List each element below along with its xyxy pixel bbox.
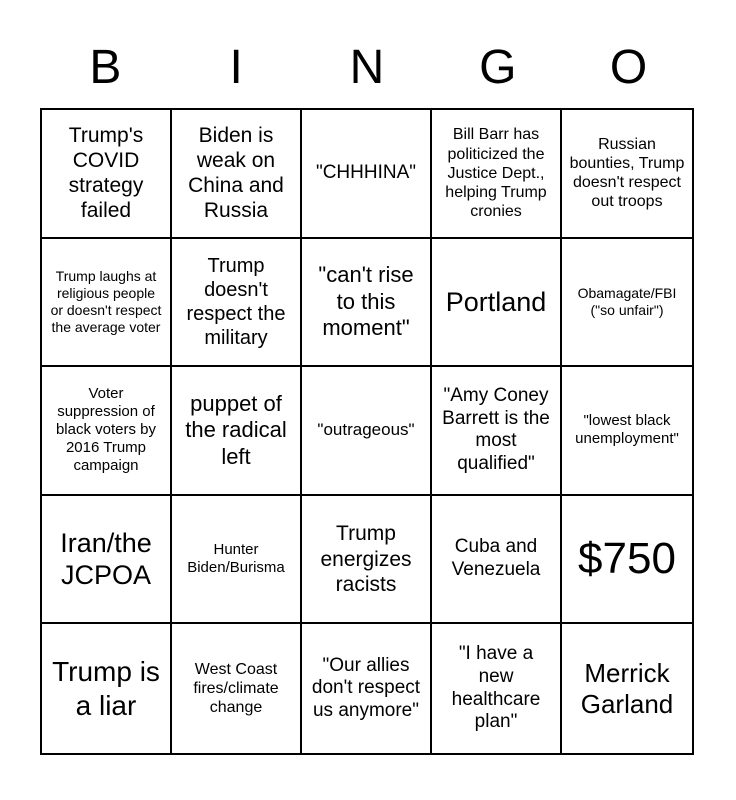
bingo-board bbox=[40, 108, 694, 755]
bingo-cell[interactable] bbox=[172, 624, 302, 753]
bingo-cell-text: Obamagate/FBI ("so unfair") bbox=[577, 285, 677, 318]
bingo-cell-text: West Coast fires/climate change bbox=[193, 660, 279, 717]
bingo-cell[interactable] bbox=[42, 110, 172, 239]
bingo-cell[interactable] bbox=[302, 496, 432, 625]
bingo-title-letter-o: O bbox=[609, 40, 648, 94]
bingo-cell-text: Cuba and Venezuela bbox=[451, 536, 541, 581]
bingo-cell[interactable] bbox=[432, 367, 562, 496]
bingo-cell-text: Hunter Biden/Burisma bbox=[187, 541, 285, 577]
bingo-cell-text: Trump is a liar bbox=[52, 656, 160, 721]
bingo-cell[interactable] bbox=[172, 496, 302, 625]
bingo-cell-text: "outrageous" bbox=[317, 420, 415, 440]
bingo-cell-text: "Amy Coney Barrett is the most qualified" bbox=[442, 384, 550, 475]
bingo-cell[interactable] bbox=[42, 496, 172, 625]
bingo-cell-text: Merrick Garland bbox=[580, 657, 674, 719]
bingo-cell[interactable] bbox=[42, 624, 172, 753]
bingo-cell[interactable] bbox=[562, 367, 692, 496]
bingo-cell[interactable] bbox=[562, 239, 692, 368]
bingo-cell-text: puppet of the radical left bbox=[185, 390, 287, 469]
bingo-cell-text: Portland bbox=[445, 286, 547, 317]
bingo-cell[interactable] bbox=[302, 624, 432, 753]
bingo-cell-text: "can't rise to this moment" bbox=[318, 262, 414, 341]
bingo-cell-text: "I have a new healthcare plan" bbox=[451, 643, 541, 733]
bingo-title-letter-n: N bbox=[349, 40, 385, 94]
bingo-cell-text: Bill Barr has politicized the Justice Dept., helping Trump cronies bbox=[445, 126, 547, 221]
bingo-cell-text: Trump energizes racists bbox=[320, 522, 412, 596]
bingo-cell[interactable] bbox=[432, 624, 562, 753]
bingo-cell[interactable] bbox=[172, 367, 302, 496]
bingo-cell-text: Trump doesn't respect the military bbox=[186, 254, 286, 349]
bingo-cell-text: "Our allies don't respect us anymore" bbox=[311, 654, 421, 722]
bingo-cell[interactable] bbox=[302, 239, 432, 368]
bingo-cell-text: Trump's COVID strategy failed bbox=[68, 123, 144, 223]
bingo-cell[interactable] bbox=[302, 110, 432, 239]
bingo-cell-text: Trump laughs at religious people or doesn't respect the average voter bbox=[50, 268, 162, 335]
bingo-title bbox=[40, 34, 694, 100]
bingo-cell[interactable] bbox=[42, 367, 172, 496]
bingo-cell[interactable] bbox=[432, 239, 562, 368]
bingo-cell[interactable] bbox=[172, 110, 302, 239]
bingo-cell[interactable] bbox=[172, 239, 302, 368]
bingo-cell[interactable] bbox=[432, 496, 562, 625]
bingo-cell[interactable] bbox=[562, 496, 692, 625]
bingo-cell[interactable] bbox=[302, 367, 432, 496]
bingo-title-letter-g: G bbox=[479, 40, 517, 94]
bingo-cell[interactable] bbox=[432, 110, 562, 239]
bingo-cell-text: Iran/the JCPOA bbox=[60, 527, 152, 591]
bingo-cell-text: Biden is weak on China and Russia bbox=[188, 123, 284, 223]
bingo-cell-text: "CHHHINA" bbox=[315, 161, 417, 183]
bingo-cell-text: "lowest black unemployment" bbox=[575, 412, 679, 448]
bingo-cell-text: Russian bounties, Trump doesn't respect out troops bbox=[569, 135, 685, 211]
bingo-cell[interactable] bbox=[42, 239, 172, 368]
bingo-cell[interactable] bbox=[562, 624, 692, 753]
bingo-cell-text: Voter suppression of black voters by 2016 Trump campaign bbox=[55, 385, 157, 475]
bingo-title-letter-b: B bbox=[89, 40, 122, 94]
bingo-cell[interactable] bbox=[562, 110, 692, 239]
bingo-title-letter-i: I bbox=[229, 40, 243, 94]
bingo-cell-text: $750 bbox=[578, 533, 676, 583]
